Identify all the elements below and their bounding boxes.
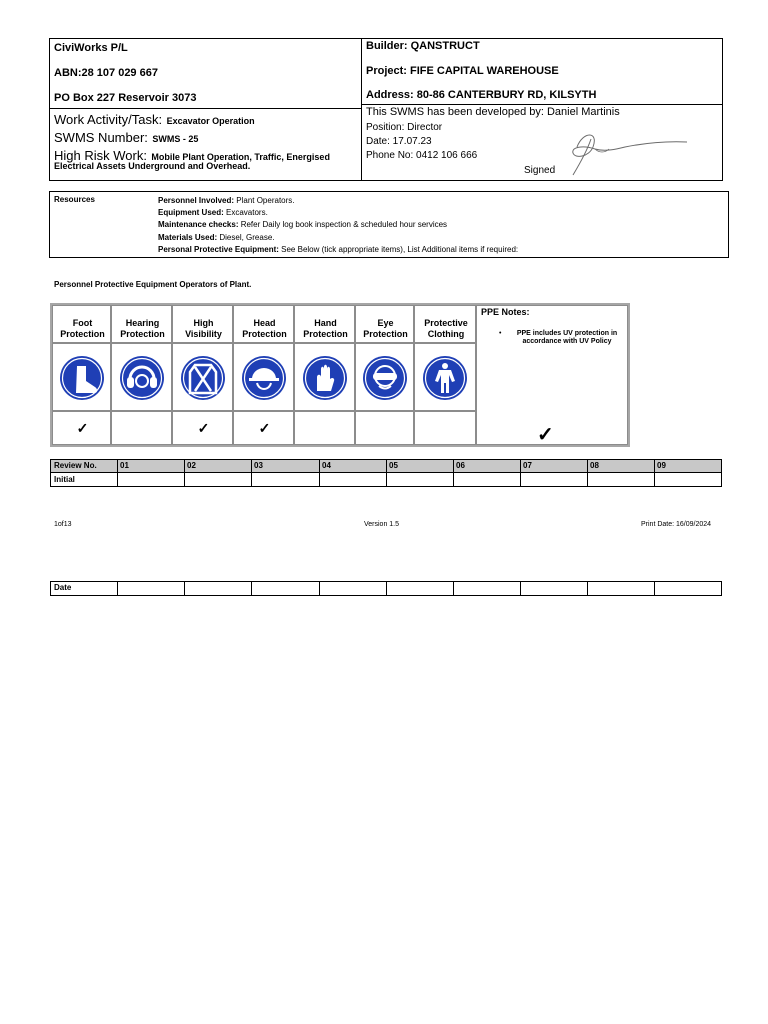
- ppe-label: Personal Protective Equipment:: [158, 245, 279, 254]
- date: Date: 17.07.23: [366, 136, 432, 147]
- swms-number-label: SWMS Number:: [54, 130, 148, 145]
- ppe-tick: ✓: [197, 420, 210, 436]
- boot-icon: [59, 355, 105, 401]
- date-column-divider: [587, 582, 588, 595]
- ppe-icon-cell: [233, 343, 294, 411]
- ppe-label-line: Hand: [314, 318, 337, 328]
- gloves-icon: [302, 355, 348, 401]
- ppe-value: See Below (tick appropriate items), List Additional items if required:: [278, 245, 519, 254]
- materials-used: [158, 233, 275, 242]
- print-date: Print Date: 16/09/2024: [641, 521, 712, 528]
- ppe-note-line: accordance with UV Policy: [522, 338, 612, 345]
- position: Position: Director: [366, 122, 443, 133]
- review-number: 06: [456, 461, 465, 470]
- review-table: [50, 459, 722, 487]
- ppe-icon-cell: [52, 343, 111, 411]
- ppe-notes-cell: [476, 305, 628, 445]
- ppe-header-cell: [111, 305, 172, 343]
- project: Project: FIFE CAPITAL WAREHOUSE: [366, 65, 559, 77]
- ppe-section-title: Personnel Protective Equipment Operators of Plant.: [54, 280, 252, 289]
- date-column-divider: [117, 582, 118, 595]
- review-column-divider: [251, 460, 252, 486]
- ppe-label-line: Clothing: [427, 329, 465, 339]
- date-column-divider: [184, 582, 185, 595]
- version: Version 1.5: [364, 521, 400, 528]
- ppe-label-line: Foot: [72, 318, 93, 328]
- personnel-involved-value: Plant Operators.: [234, 196, 295, 205]
- swms-number: [54, 129, 198, 147]
- ppe-tick-cell: [294, 411, 355, 445]
- ear-muffs-icon: [119, 355, 165, 401]
- address: Address: 80-86 CANTERBURY RD, KILSYTH: [366, 89, 597, 101]
- date-table: [50, 581, 722, 596]
- equipment-used: [158, 208, 268, 217]
- materials-used-label: Materials Used:: [158, 233, 218, 242]
- ppe-icon-cell: [414, 343, 476, 411]
- signed-label: Signed: [524, 165, 556, 176]
- swms-number-value: SWMS - 25: [152, 134, 199, 144]
- review-no-label: Review No.: [54, 461, 97, 470]
- date-column-divider: [520, 582, 521, 595]
- date-column-divider: [319, 582, 320, 595]
- ppe-label-line: Protection: [363, 329, 408, 339]
- company-abn: ABN:28 107 029 667: [54, 67, 158, 79]
- hi-vis-vest-icon: [180, 355, 226, 401]
- review-number: 08: [590, 461, 599, 470]
- ppe-tick-cell: [172, 411, 233, 445]
- high-risk-work-value-cont: Electrical Assets Underground and Overhead.: [54, 161, 251, 171]
- ppe-tick-cell: [52, 411, 111, 445]
- review-number: 03: [254, 461, 263, 470]
- review-column-divider: [654, 460, 655, 486]
- header-divider: [50, 108, 362, 109]
- bullet-icon: •: [499, 330, 502, 337]
- ppe-table: [50, 303, 630, 447]
- signature-icon: [565, 125, 690, 177]
- ppe-icon-cell: [294, 343, 355, 411]
- equipment-used-value: Excavators.: [223, 208, 268, 217]
- ppe-label-line: Protection: [242, 329, 287, 339]
- ppe-header-cell: [294, 305, 355, 343]
- coverall-icon: [422, 355, 468, 401]
- ppe-icon-cell: [172, 343, 233, 411]
- review-column-divider: [453, 460, 454, 486]
- work-activity-value: Excavator Operation: [166, 116, 255, 126]
- ppe-header-cell: [52, 305, 111, 343]
- hard-hat-icon: [241, 355, 287, 401]
- developed-by: This SWMS has been developed by: Daniel Martinis: [366, 106, 620, 118]
- review-column-divider: [386, 460, 387, 486]
- date-column-divider: [654, 582, 655, 595]
- ppe-note-line: PPE includes UV protection in: [516, 330, 618, 337]
- page-number: 1of13: [54, 521, 72, 528]
- review-number: 05: [389, 461, 398, 470]
- work-activity: [54, 111, 255, 129]
- materials-used-value: Diesel, Grease.: [217, 233, 275, 242]
- ppe-header-cell: [414, 305, 476, 343]
- date-label: Date: [54, 583, 72, 592]
- header-divider: [361, 39, 362, 180]
- review-number: 04: [322, 461, 331, 470]
- review-column-divider: [184, 460, 185, 486]
- ppe-header-cell: [233, 305, 294, 343]
- maintenance-checks-value: Refer Daily log book inspection & scheduled hour services: [238, 220, 448, 229]
- ppe-tick-cell: [111, 411, 172, 445]
- resources-title: Resources: [54, 195, 95, 204]
- ppe-tick: ✓: [258, 420, 271, 436]
- header-table: [49, 38, 723, 181]
- equipment-used-label: Equipment Used:: [158, 208, 224, 217]
- review-number: 07: [523, 461, 532, 470]
- ppe-icon-cell: [355, 343, 414, 411]
- ppe-label-line: Protection: [120, 329, 165, 339]
- high-risk-work-value: Mobile Plant Operation, Traffic, Energised: [151, 152, 330, 162]
- maintenance-checks-label: Maintenance checks:: [158, 220, 239, 229]
- ppe-label-line: Hearing: [125, 318, 160, 328]
- ppe-label-line: Eye: [377, 318, 394, 328]
- maintenance-checks: [158, 220, 447, 229]
- review-column-divider: [520, 460, 521, 486]
- ppe-icon-cell: [111, 343, 172, 411]
- ppe-tick: ✓: [76, 420, 89, 436]
- review-column-divider: [117, 460, 118, 486]
- review-column-divider: [319, 460, 320, 486]
- company-po-box: PO Box 227 Reservoir 3073: [54, 92, 197, 104]
- ppe-label-line: Visibility: [185, 329, 222, 339]
- personal-protective-equipment: [158, 245, 518, 254]
- ppe-header-cell: [172, 305, 233, 343]
- resources-box: [49, 191, 729, 258]
- work-activity-label: Work Activity/Task:: [54, 112, 163, 127]
- phone-number: Phone No: 0412 106 666: [366, 150, 478, 161]
- review-number: 09: [657, 461, 666, 470]
- date-column-divider: [251, 582, 252, 595]
- personnel-involved-label: Personnel Involved:: [158, 196, 235, 205]
- review-column-divider: [587, 460, 588, 486]
- ppe-tick-cell: [414, 411, 476, 445]
- review-number: 01: [120, 461, 129, 470]
- ppe-header-cell: [355, 305, 414, 343]
- ppe-label-line: High: [193, 318, 214, 328]
- ppe-label-line: Head: [253, 318, 276, 328]
- ppe-label-line: Protection: [303, 329, 348, 339]
- date-column-divider: [453, 582, 454, 595]
- company-name: CiviWorks P/L: [54, 42, 128, 54]
- goggles-icon: [362, 355, 408, 401]
- builder: Builder: QANSTRUCT: [366, 40, 480, 52]
- high-risk-work-label: High Risk Work:: [54, 148, 147, 163]
- ppe-label-line: Protective: [424, 318, 468, 328]
- personnel-involved: [158, 196, 295, 205]
- ppe-notes-tick: ✓: [537, 424, 554, 446]
- date-column-divider: [386, 582, 387, 595]
- initial-label: Initial: [54, 475, 75, 484]
- header-divider: [361, 104, 723, 105]
- ppe-notes-title: PPE Notes:: [481, 307, 530, 317]
- ppe-tick-cell: [355, 411, 414, 445]
- ppe-label-line: Protection: [60, 329, 105, 339]
- ppe-tick-cell: [233, 411, 294, 445]
- review-number: 02: [187, 461, 196, 470]
